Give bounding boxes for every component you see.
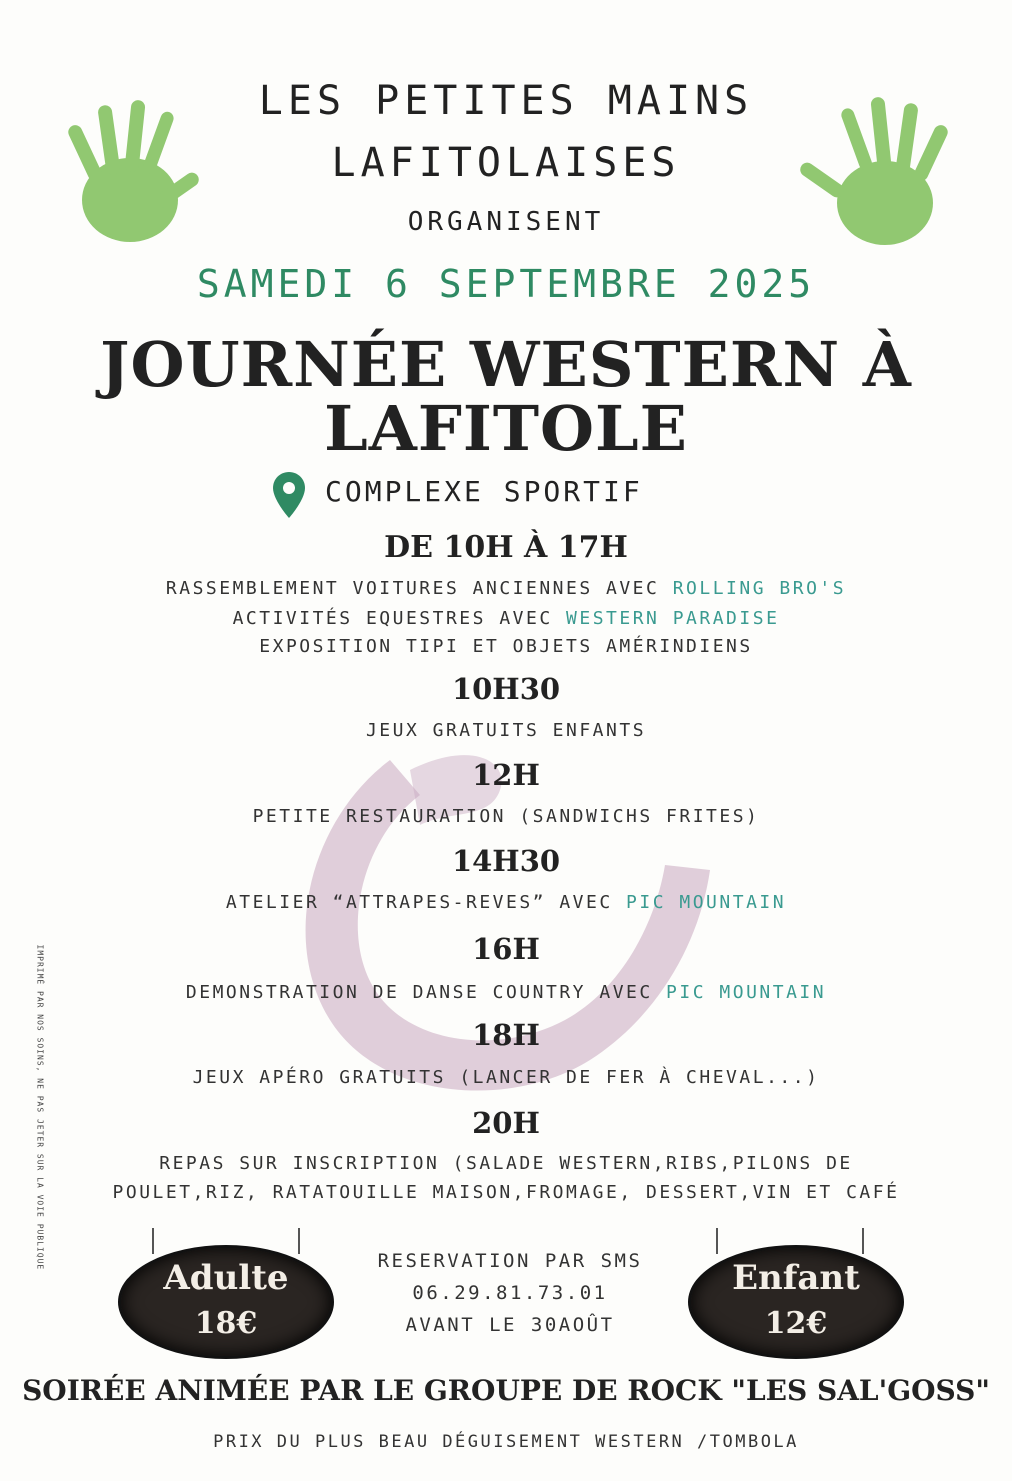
adult-price-sign xyxy=(118,1245,334,1359)
partner-western-paradise: WESTERN PARADISE xyxy=(566,608,780,629)
footer-costume-tombola: PRIX DU PLUS BEAU DÉGUISEMENT WESTERN /TOMBOLA xyxy=(213,1432,799,1452)
activity-food: PETITE RESTAURATION (SANDWICHS FRITES) xyxy=(252,806,760,827)
activity-equestrian-text: ACTIVITÉS EQUESTRES AVEC xyxy=(232,608,567,629)
time-12h: 12H xyxy=(472,758,540,792)
partner-pic-mountain-1: PIC MOUNTAIN xyxy=(626,892,787,913)
activity-equestrian xyxy=(0,608,1012,629)
activity-dreamcatcher-text: ATELIER “ATTRAPES-REVES” AVEC xyxy=(225,892,627,913)
adult-sign-rope-left xyxy=(152,1228,154,1254)
activity-dreamcatcher xyxy=(0,892,1012,913)
location-pin-icon xyxy=(273,472,305,518)
activity-tipi-exhibition: EXPOSITION TIPI ET OBJETS AMÉRINDIENS xyxy=(259,636,753,657)
print-notice: IMPRIMÉ PAR NOS SOINS, NE PAS JETER SUR LA VOIE PUBLIQUE xyxy=(35,944,45,1271)
reservation-line1: RESERVATION PAR SMS xyxy=(377,1250,643,1272)
organizer-line1: LES PETITES MAINS xyxy=(258,78,754,124)
child-sign-rope-left xyxy=(716,1228,718,1254)
event-title-line1: JOURNÉE WESTERN À xyxy=(100,328,912,401)
activity-vintage-cars-text: RASSEMBLEMENT VOITURES ANCIENNES AVEC xyxy=(165,578,673,599)
partner-rolling-bros: ROLLING BRO'S xyxy=(672,578,847,599)
time-20h: 20H xyxy=(472,1106,540,1140)
dinner-menu-line2: POULET,RIZ, RATATOUILLE MAISON,FROMAGE, DESSERT,VIN ET CAFÉ xyxy=(112,1182,900,1203)
time-10h-17h: DE 10H À 17H xyxy=(384,530,628,565)
child-sign-rope-right xyxy=(862,1228,864,1254)
reservation-deadline: AVANT LE 30AOÛT xyxy=(405,1314,615,1336)
child-price: 12€ xyxy=(764,1306,828,1341)
evening-concert: SOIRÉE ANIMÉE PAR LE GROUPE DE ROCK "LES SAL'GOSS" xyxy=(22,1374,990,1407)
activity-country-dance-text: DEMONSTRATION DE DANSE COUNTRY AVEC xyxy=(185,982,667,1003)
event-date: SAMEDI 6 SEPTEMBRE 2025 xyxy=(196,262,816,306)
activity-country-dance xyxy=(0,982,1012,1003)
child-label: Enfant xyxy=(732,1258,860,1298)
dinner-menu-line1: REPAS SUR INSCRIPTION (SALADE WESTERN,RIBS,PILONS DE xyxy=(159,1153,853,1174)
time-10h30: 10H30 xyxy=(451,672,561,706)
child-price-sign xyxy=(688,1245,904,1359)
organizer-verb: ORGANISENT xyxy=(407,207,605,237)
time-14h30: 14H30 xyxy=(451,844,561,878)
adult-label: Adulte xyxy=(163,1258,289,1298)
adult-sign-rope-right xyxy=(298,1228,300,1254)
adult-price: 18€ xyxy=(194,1306,258,1341)
reservation-phone: 06.29.81.73.01 xyxy=(412,1282,608,1304)
activity-vintage-cars xyxy=(0,578,1012,599)
time-18h: 18H xyxy=(472,1018,540,1052)
partner-pic-mountain-2: PIC MOUNTAIN xyxy=(666,982,827,1003)
time-16h: 16H xyxy=(472,932,540,966)
activity-kids-games: JEUX GRATUITS ENFANTS xyxy=(365,720,647,741)
event-title-line2: LAFITOLE xyxy=(324,392,688,465)
activity-apero-games: JEUX APÉRO GRATUITS (LANCER DE FER À CHEVAL...) xyxy=(192,1067,820,1088)
location-label: COMPLEXE SPORTIF xyxy=(325,475,643,508)
organizer-line2: LAFITOLAISES xyxy=(331,140,681,186)
